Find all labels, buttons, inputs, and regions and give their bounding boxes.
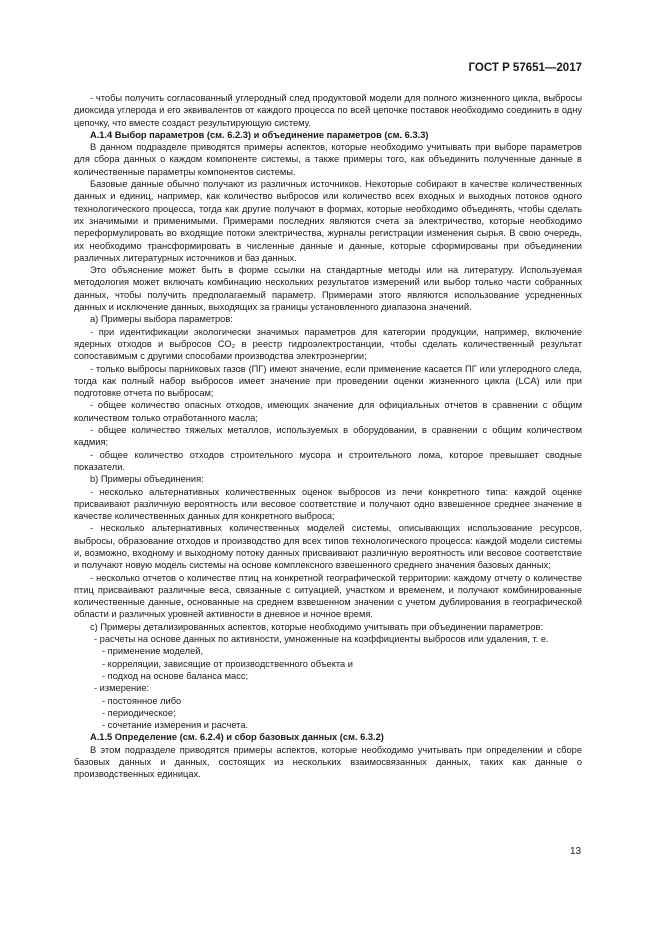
paragraph: Базовые данные обычно получают из различных источников. Некоторые собирают в качестве количественных данных и единиц, например, как количество выбросов или количество всех входных и выходных потоков одного технологического процесса, тогда как другие получают в формах, которые необходимо объединять, чтобы сделать их значимыми и применимыми. Примерами последних являются счета за электричество, которые необходимо переформулировать во входящие потоки электричества, журналы регистрации изменения сырья. В свою очередь, их необходимо трансформировать в численные данные и данные, которые сформированы при объединении различных литературных источников и баз данных. [74, 179, 582, 263]
list-item: - периодическое; [102, 707, 176, 718]
list-item: - постоянное либо [102, 695, 182, 706]
list-item: - расчеты на основе данных по активности, умноженные на коэффициенты выбросов или удаления, т. е. [94, 634, 549, 645]
paragraph: В этом подразделе приводятся примеры аспектов, которые необходимо учитывать при определении и сборе базовых данных и данных, состоящих из нескольких взаимосвязанных данных, таких как данные о производственных единицах. [74, 744, 582, 780]
list-item: - несколько отчетов о количестве птиц на конкретной географической территории: каждому отчету о количестве птиц присваивают различные веса, связанные с ситуацией, участком и временем, и получают комбинированные количественные данные, основанные на среднем взвешенном значении с учетом дублирования в географической области и различных уровней активности в дневное и ночное время. [74, 572, 582, 620]
list-item: - общее количество опасных отходов, имеющих значение для официальных отчетов в сравнении с общим количеством только отработанного масла; [74, 400, 582, 423]
standard-code: ГОСТ Р 57651—2017 [468, 62, 582, 74]
list-heading: b) Примеры объединения: [90, 474, 204, 485]
list-item: - измерение: [94, 683, 150, 694]
list-item: - сочетание измерения и расчета. [102, 720, 249, 731]
list-item: - корреляции, зависящие от производственного объекта и [102, 658, 353, 669]
paragraph: В данном подразделе приводятся примеры аспектов, которые необходимо учитывать при выборе параметров для сбора данных о каждом компоненте системы, а также примеры того, как объединить полученные данные в количественные параметры компонентов системы. [74, 142, 582, 177]
list-item: - подход на основе баланса масс; [102, 670, 249, 681]
list-item: - при идентификации экологически значимых параметров для категории продукции, например, включение ядерных отходов и выбросов CO₂ в реестр гидроэлектростанции, чтобы сделать количественный результат сопоставимым с другими способами производства электроэнергии; [74, 326, 582, 362]
list-item: - общее количество тяжелых металлов, используемых в оборудовании, в сравнении с общим количеством кадмия; [74, 425, 582, 448]
paragraph: Это объяснение может быть в форме ссылки на стандартные методы или на литературу. Используемая методология может включать комбинацию нескольких результатов измерений или выбор только части собранных данных, чтобы получить предполагаемый параметр. Примерами этого являются использование усредненных данных и исключение данных, выходящих за границы установленного диапазона значений. [74, 265, 582, 313]
list-item: - несколько альтернативных количественных оценок выбросов из печи конкретного типа: каждой оценке присваивают различную вероятность или весовое соответствие и получают одно взвешенное среднее значение в качестве количественных данных для конкретного выброса; [74, 486, 582, 522]
list-item: - общее количество отходов строительного мусора и строительного лома, которое превышает сводные показатели. [74, 449, 582, 472]
section-heading: A.1.5 Определение (см. 6.2.4) и сбор базовых данных (см. 6.3.2) [90, 732, 384, 743]
list-heading: a) Примеры выбора параметров: [90, 314, 233, 325]
list-item: - несколько альтернативных количественных моделей системы, описывающих использование ресурсов, выбросы, образование отходов и производство для всех типов технологического процесса: каждой модели системы и, возможно, входному и выходному потоку данных присваивают различную вероятность или весовое соответствие и получают новую модель системы на основе комплексного взвешенного среднего значения базовых данных; [74, 523, 582, 571]
list-heading: c) Примеры детализированных аспектов, которые необходимо учитывать при объединении параметров: [90, 621, 544, 632]
paragraph: - чтобы получить согласованный углеродный след продуктовой модели для полного жизненного цикла, выбросы диоксида углерода и его эквивалентов от каждого процесса по всей цепочке поставок необходимо соединить в одну цепочку, что вместе создаст результирующую систему. [74, 93, 582, 128]
list-item: - применение моделей, [102, 646, 204, 657]
section-heading: A.1.4 Выбор параметров (см. 6.2.3) и объединение параметров (см. 6.3.3) [90, 129, 429, 140]
document-body [74, 92, 582, 781]
list-item: - только выбросы парниковых газов (ПГ) имеют значение, если применение касается ПГ или углеродного следа, тогда как полный набор выбросов имеет значение при проведении оценки жизненного цикла (LCA) или при подготовке отчета по выбросам; [74, 363, 582, 399]
page-number: 13 [570, 846, 582, 857]
